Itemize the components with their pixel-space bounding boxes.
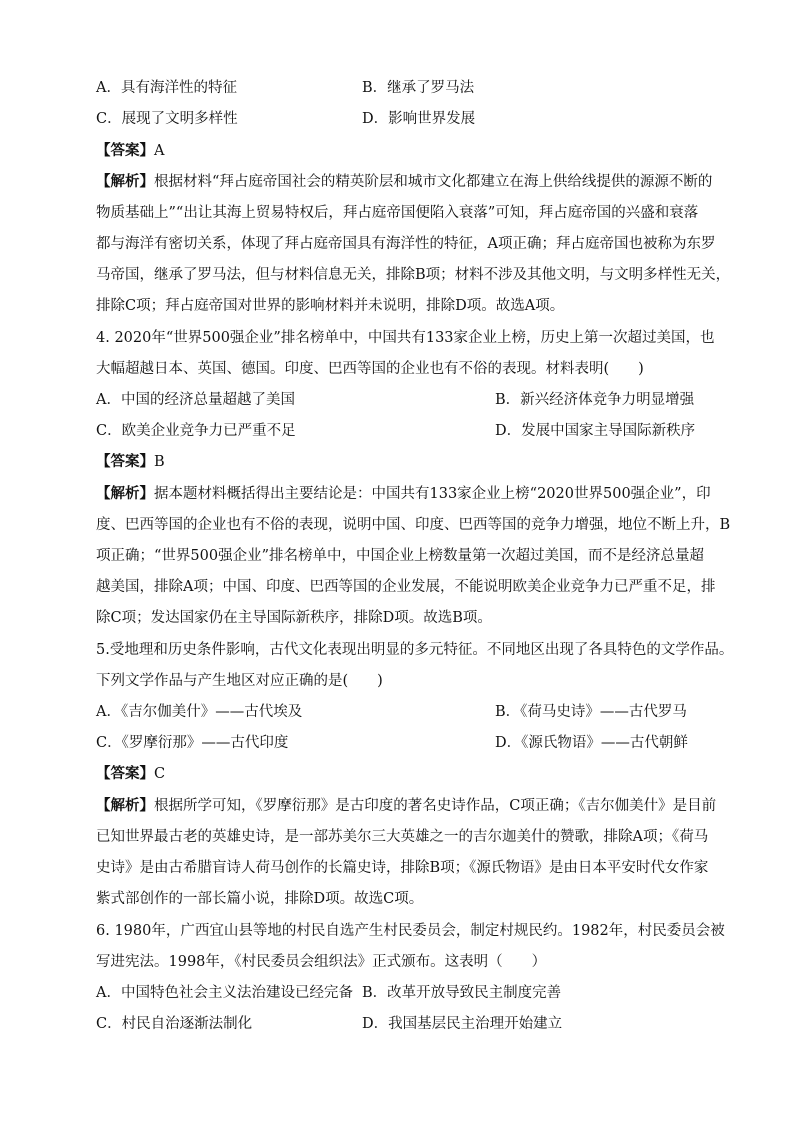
q6-stem-line: 6. 1980年，广西宜山县等地的村民自选产生村民委员会，制定村规民约。1982年，村民委员会被 (96, 923, 725, 939)
analysis-label: 【解析】 (96, 797, 154, 814)
q5-analysis-line: 【解析】根据所学可知，《罗摩衍那》是古印度的著名史诗作品，C项正确；《吉尔伽美什》是目前 (96, 797, 717, 814)
q6-option-a: A．中国特色社会主义法治建设已经完备 (96, 985, 353, 1001)
answer-value: B (154, 454, 165, 470)
q5-analysis-line: 史诗》是由古希腊盲诗人荷马创作的长篇史诗，排除B项；《源氏物语》是由日本平安时代女作家 (96, 860, 709, 876)
answer-label: 【答案】 (96, 765, 154, 782)
q5-answer (96, 764, 165, 784)
q5-option-c: C．《罗摩衍那》——古代印度 (96, 735, 289, 751)
answer-label: 【答案】 (96, 142, 154, 159)
q4-analysis-line: 除C项；发达国家仍在主导国际新秩序，排除D项。故选B项。 (96, 610, 492, 626)
q4-option-c: C．欧美企业竞争力已严重不足 (96, 423, 296, 439)
q4-stem-line: 大幅超越日本、英国、德国。印度、巴西等国的企业也有不俗的表现。材料表明( ) (96, 361, 644, 377)
q3-option-a: A．具有海洋性的特征 (96, 80, 237, 96)
q4-analysis-line: 【解析】据本题材料概括得出主要结论是：中国共有133家企业上榜“2020世界500强企业”，印 (96, 485, 711, 502)
q4-analysis-line: 项正确；“世界500强企业”排名榜单中，中国企业上榜数量第一次超过美国，而不是经济总量超 (96, 548, 704, 564)
q4-analysis-line: 越美国，排除A项；中国、印度、巴西等国的企业发展，不能说明欧美企业竞争力已严重不足，排 (96, 579, 716, 595)
q5-option-d: D．《源氏物语》——古代朝鲜 (495, 735, 688, 751)
answer-value: A (154, 143, 165, 159)
q6-stem-line: 写进宪法。1998年，《村民委员会组织法》正式颁布。这表明（ ） (96, 954, 547, 970)
q4-option-b: B．新兴经济体竞争力明显增强 (495, 392, 695, 408)
q3-option-c: C．展现了文明多样性 (96, 111, 238, 127)
q5-option-b: B．《荷马史诗》——古代罗马 (495, 704, 687, 720)
q5-analysis-line: 已知世界最古老的英雄史诗，是一部苏美尔三大英雄之一的吉尔迦美什的赞歌，排除A项；《荷马 (96, 829, 709, 845)
q4-stem-line: 4. 2020年“世界500强企业”排名榜单中，中国共有133家企业上榜，历史上第一次超过美国，也 (96, 330, 715, 346)
answer-label: 【答案】 (96, 453, 154, 470)
q3-answer (96, 141, 164, 161)
q4-answer (96, 452, 165, 472)
q6-option-c: C．村民自治逐渐法制化 (96, 1016, 253, 1032)
q6-option-b: B．改革开放导致民主制度完善 (362, 985, 562, 1001)
q3-analysis-line: 物质基础上”“出让其海上贸易特权后，拜占庭帝国便陷入衰落”可知，拜占庭帝国的兴盛和衰落 (96, 205, 699, 221)
q4-analysis-line: 度、巴西等国的企业也有不俗的表现，说明中国、印度、巴西等国的竞争力增强，地位不断上升，B (96, 517, 731, 533)
q4-option-d: D．发展中国家主导国际新秩序 (495, 423, 696, 439)
analysis-label: 【解析】 (96, 485, 154, 502)
q3-analysis-line: 排除C项；拜占庭帝国对世界的影响材料并未说明，排除D项。故选A项。 (96, 298, 565, 314)
q5-stem-line: 下列文学作品与产生地区对应正确的是( ) (96, 673, 383, 689)
q3-option-b: B．继承了罗马法 (362, 80, 475, 96)
answer-value: C (154, 766, 166, 782)
q5-stem-line: 5.受地理和历史条件影响，古代文化表现出明显的多元特征。不同地区出现了各具特色的文学作品。 (96, 642, 734, 658)
analysis-label: 【解析】 (96, 173, 154, 190)
q6-option-d: D．我国基层民主治理开始建立 (362, 1016, 563, 1032)
q3-analysis-line: 【解析】根据材料“拜占庭帝国社会的精英阶层和城市文化都建立在海上供给线提供的源源不断的 (96, 173, 713, 190)
q5-analysis-line: 紫式部创作的一部长篇小说，排除D项。故选C项。 (96, 891, 424, 907)
q5-option-a: A．《吉尔伽美什》——古代埃及 (96, 704, 303, 720)
q3-analysis-line: 马帝国，继承了罗马法，但与材料信息无关，排除B项；材料不涉及其他文明，与文明多样性无关， (96, 267, 731, 283)
q3-analysis-line: 都与海洋有密切关系，体现了拜占庭帝国具有海洋性的特征，A项正确；拜占庭帝国也被称为东罗 (96, 236, 716, 252)
q4-option-a: A．中国的经济总量超越了美国 (96, 392, 295, 408)
q3-option-d: D．影响世界发展 (362, 111, 476, 127)
